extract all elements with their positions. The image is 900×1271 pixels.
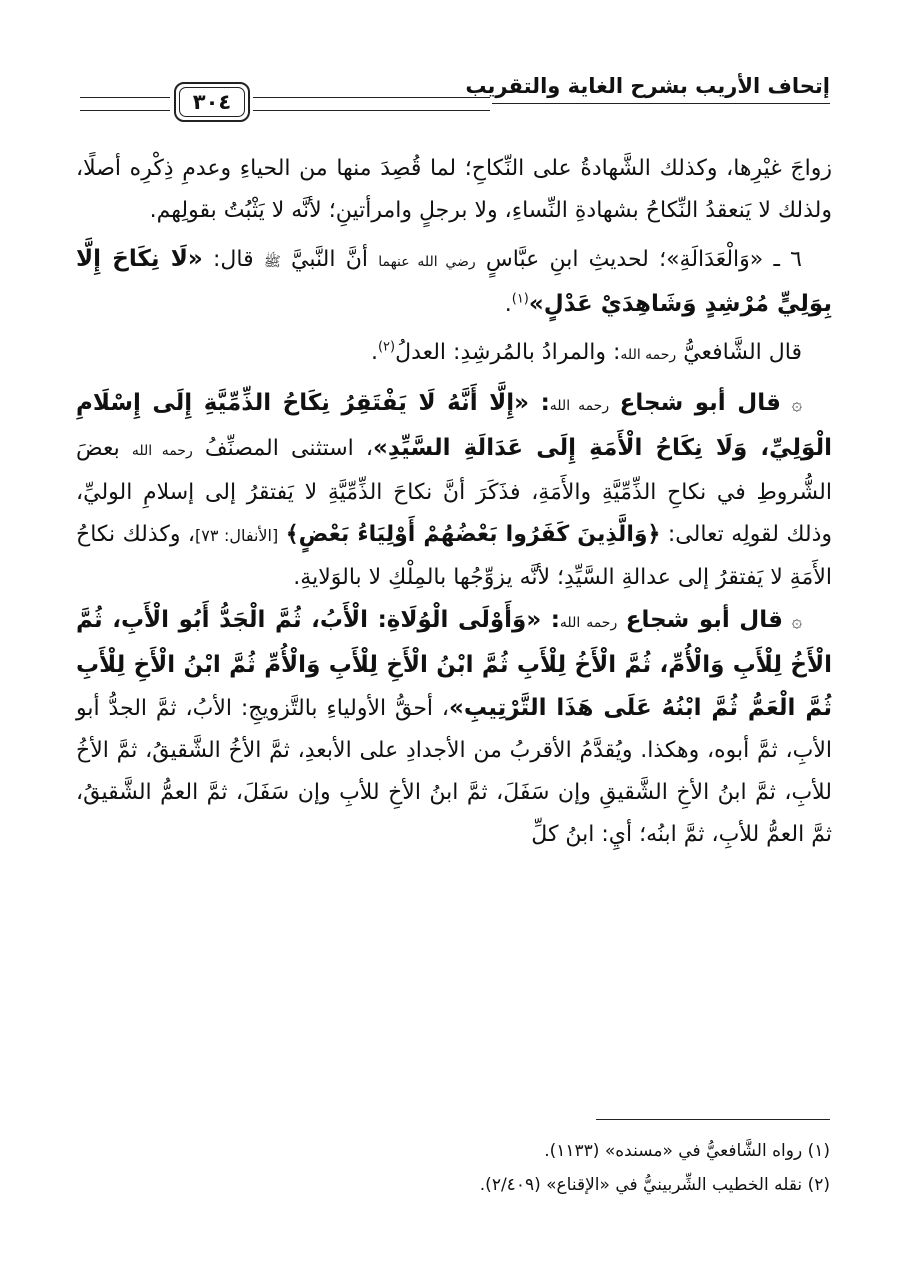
p4-text1: ، استثنى المصنِّفُ bbox=[204, 436, 374, 461]
p3-rest: : والمرادُ بالمُرشِدِ: العدلُ bbox=[395, 340, 621, 365]
quran-verse: ﴿وَالَّذِينَ كَفَرُوا بَعْضُهُمْ أَوْلِيَاءُ بَعْضٍ﴾ bbox=[285, 522, 661, 547]
footnote-separator bbox=[596, 1119, 830, 1120]
paragraph-4 bbox=[76, 382, 832, 599]
book-title: إتحاف الأريب بشرح الغاية والتقريب bbox=[465, 74, 830, 98]
header-rule-middle bbox=[253, 97, 490, 111]
paragraph-3 bbox=[76, 332, 832, 376]
footnotes bbox=[76, 1134, 830, 1202]
speaker-name: قال أبو شجاع bbox=[619, 390, 781, 416]
paragraph-1: زواجَ غيْرِها، وكذلك الشَّهادةُ على النِّكاحِ؛ لما قُصِدَ منها من الحياءِ وعدمِ ذِكْرِه أصلًا، ولذلك لا يَنعقدُ النِّكاحُ بشهادةِ النِّساءِ، ولا برجلٍ وامرأتينِ؛ لأنَّه لا يَثْبُتُ بقولِهم. bbox=[76, 156, 832, 223]
honorific-glyph: رحمه الله bbox=[620, 347, 677, 363]
page-number: ٣٠٤ bbox=[192, 90, 232, 114]
honorific-glyph: رضي الله عنهما bbox=[378, 254, 476, 270]
p4-text3: ، وكذلك نكاحُ الأَمَةِ لا يَفتقرُ إلى عدالةِ السَّيِّدِ؛ لأنَّه يزوِّجُها بالمِلْكِ لا بالوَلايةِ. bbox=[76, 522, 832, 590]
footnote-2: (٢) نقله الخطيب الشِّربينيُّ في «الإقناع» (٢/٤٠٩). bbox=[479, 1175, 830, 1195]
title-underline bbox=[492, 103, 830, 104]
speaker-name: قال أبو شجاع bbox=[625, 607, 783, 633]
honorific-glyph: رحمه الله bbox=[131, 443, 193, 459]
p2-lead: ٦ ـ «وَالْعَدَالَةِ»؛ لحديثِ ابنِ عبَّاسٍ bbox=[485, 247, 802, 272]
matn-quote: : «إِلَّا أَنَّهُ لَا يَفْتَقِرُ نِكَاحُ الذِّمِّيَّةِ إِلَى إِسْلَامِ الْوَلِيِّ، وَلَا نِكَاحُ الْأَمَةِ إِلَى عَدَالَةِ السَّيِّدِ» bbox=[76, 390, 832, 461]
honorific-glyph: رحمه الله bbox=[549, 398, 610, 414]
p2-mid: أنَّ النَّبيَّ bbox=[291, 247, 368, 272]
main-text bbox=[76, 148, 832, 856]
page-header bbox=[80, 70, 830, 130]
paragraph-2 bbox=[76, 238, 832, 326]
matn-quote: : «وَأَوْلَى الْوُلَاةِ: الْأَبُ، ثُمَّ الْجَدُّ أَبُو الْأَبِ، ثُمَّ الْأَخُ لِلْأَبِ وَالْأُمِّ، ثُمَّ الْأَخُ لِلْأَبِ ثُمَّ ابْنُ الْأَخِ لِلْأَبِ وَالْأُمِّ ثُمَّ ابْنُ الْأَخِ لِلْأَبِ ثُمَّ الْعَمُّ ثُمَّ ابْنُهُ عَلَى هَذَا التَّرْتِيبِ» bbox=[76, 607, 833, 721]
hadith-quote: «لَا نِكَاحَ إِلَّا بِوَلِيٍّ مُرْشِدٍ وَشَاهِدَيْ عَدْلٍ» bbox=[76, 246, 832, 317]
p5-text: ، أحقُّ الأولياءِ بالتَّزويجِ: الأبُ، ثمَّ الجدُّ أبو الأبِ، ثمَّ أبوه، وهكذا. ويُقدَّمُ الأقربُ من الأجدادِ على الأبعدِ، ثمَّ الأخُ الشَّقيقُ، ثمَّ الأخُ للأبِ، ثمَّ ابنُ الأخِ الشَّقيقِ وإن سَفَلَ، ثمَّ ابنُ الأخِ للأبِ وإن سَفَلَ، ثمَّ العمُّ الشَّقيقُ، ثمَّ العمُّ للأبِ، ثمَّ ابنُه؛ أيِ: ابنُ كلِّ bbox=[76, 696, 832, 847]
paragraph-5 bbox=[76, 599, 832, 856]
p2-end: . bbox=[504, 292, 512, 317]
page-number-frame bbox=[174, 82, 250, 122]
section-marker-icon: ۞ bbox=[791, 394, 802, 415]
footnote-ref-2: (٢) bbox=[377, 339, 396, 355]
section-marker-icon: ۞ bbox=[791, 611, 803, 632]
honorific-glyph: رحمه الله bbox=[559, 615, 618, 631]
p3-end: . bbox=[370, 340, 378, 365]
p2-tail: قال: bbox=[212, 247, 254, 272]
p3-text: قال الشَّافعيُّ bbox=[683, 340, 802, 365]
honorific-glyph: ﷺ bbox=[263, 254, 281, 270]
footnote-1: (١) رواه الشَّافعيُّ في «مسنده» (١١٣٣). bbox=[544, 1141, 830, 1161]
p4-text2: بعضَ الشُّروطِ في نكاحِ الذِّمِّيَّةِ والأَمَةِ، فذَكَرَ أنَّ نكاحَ الذِّمِّيَّةِ لا يَفتقرُ إلى إسلامِ الوليِّ، وذلك لقولِه تعالى: bbox=[76, 436, 832, 547]
header-rule-left bbox=[80, 97, 170, 111]
verse-reference: [الأنفال: ٧٣] bbox=[195, 526, 279, 545]
footnote-ref-1: (١) bbox=[511, 291, 529, 307]
